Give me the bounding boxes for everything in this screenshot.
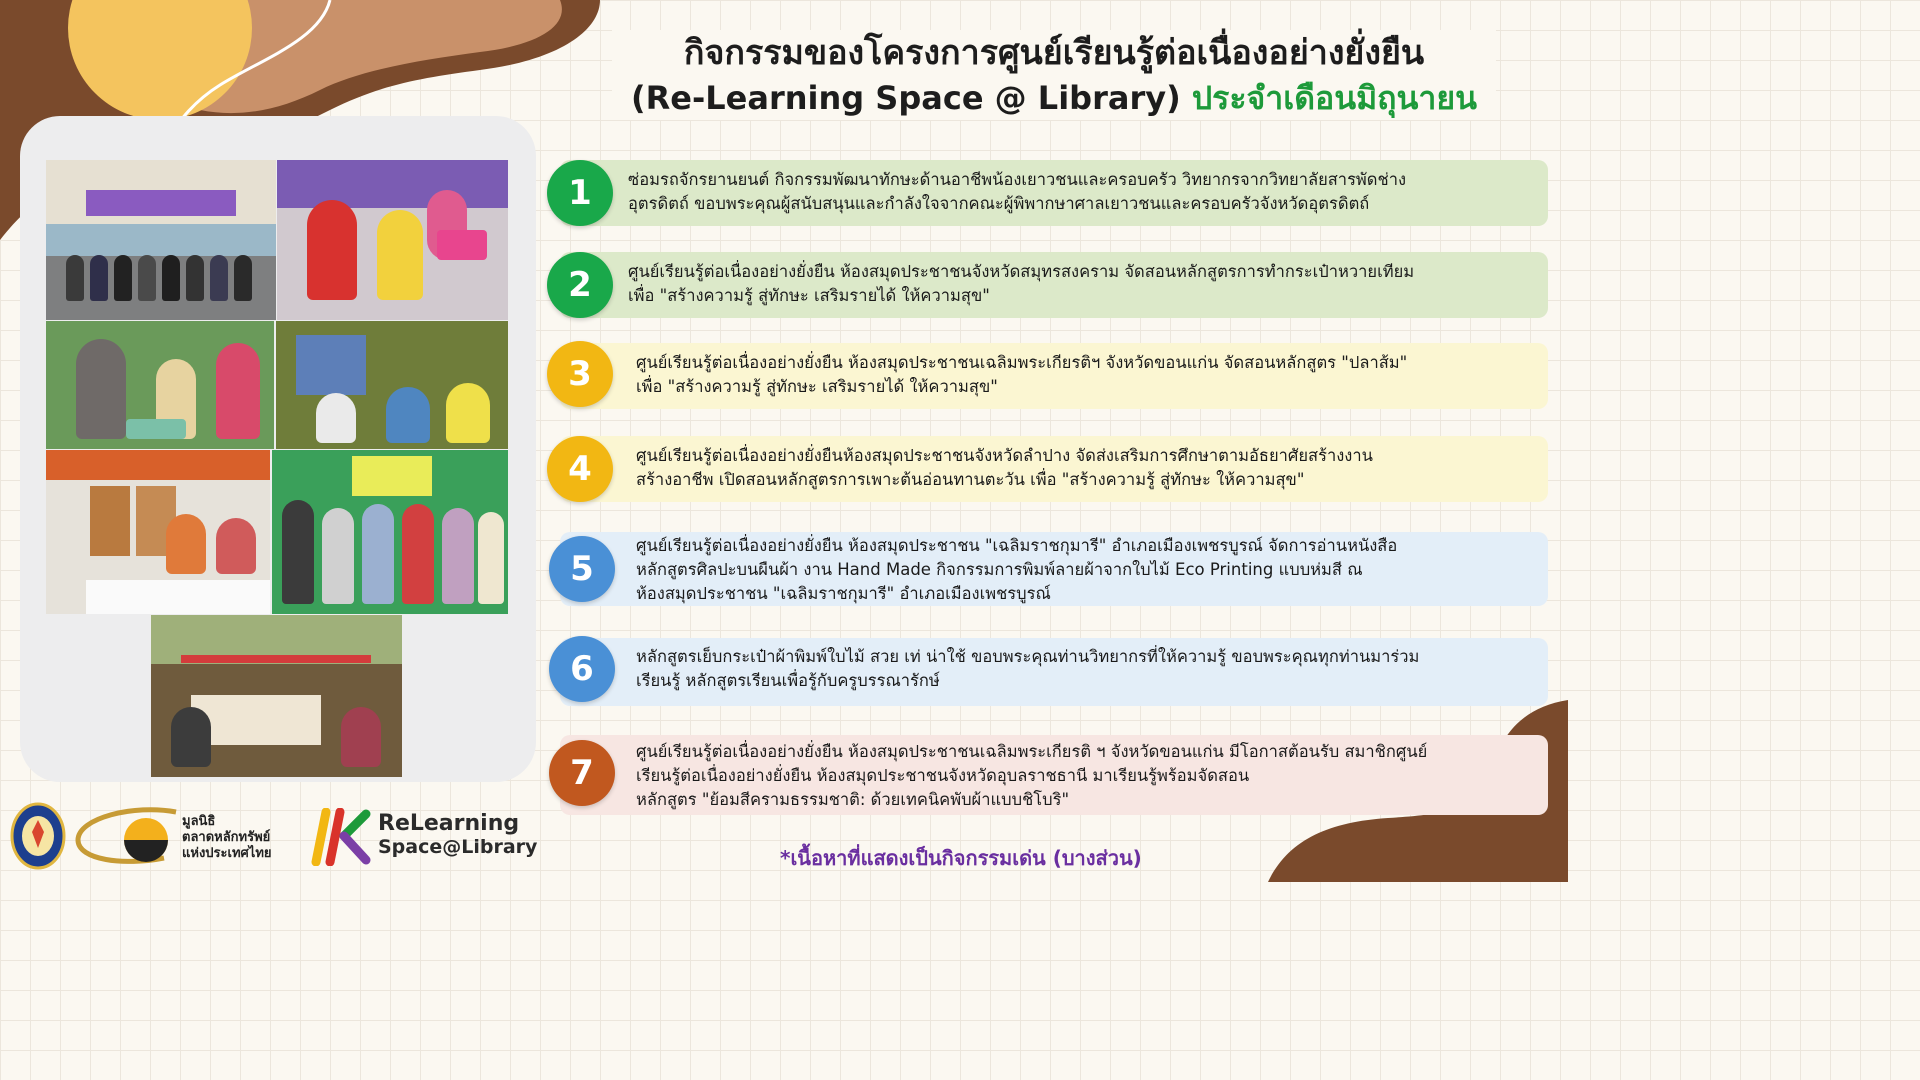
activity-description-line: ซ่อมรถจักรยานยนต์ กิจกรรมพัฒนาทักษะด้านอาชีพน้องเยาวชนและครอบครัว วิทยากรจากวิทยาลัยสารพัดช่าง <box>628 170 1407 189</box>
activity-description <box>636 444 1373 492</box>
relearning-line-1: ReLearning <box>378 811 520 836</box>
activity-description-line: ศูนย์เรียนรู้ต่อเนื่องอย่างยั่งยืน ห้องสมุดประชาชนเฉลิมพระเกียรติฯ จังหวัดขอนแก่น จัดสอนหลักสูตร "ปลาส้ม" <box>636 353 1408 372</box>
nfe-office-seal-icon <box>10 802 66 870</box>
activity-description <box>636 534 1397 606</box>
activity-description-line: เรียนรู้ต่อเนื่องอย่างยั่งยืน ห้องสมุดประชาชนจังหวัดอุบลราชธานี มาเรียนรู้พร้อมจัดสอน <box>636 766 1250 785</box>
photo-eco-printing-board <box>46 450 270 614</box>
activity-description-line: อุตรดิตถ์ ขอบพระคุณผู้สนับสนุนและกำลังใจจากคณะผู้พิพากษาศาลเยาวชนและครอบครัวจังหวัดอุตรดิตถ์ <box>628 194 1370 213</box>
activity-description <box>636 645 1419 693</box>
activity-number-badge: 6 <box>549 636 615 702</box>
foundation-name-line-2: ตลาดหลักทรัพย์ <box>182 830 271 845</box>
photo-basket-weaving <box>277 160 508 320</box>
activity-number-badge: 4 <box>547 436 613 502</box>
photo-collage-panel <box>20 116 536 782</box>
activity-number-badge: 5 <box>549 536 615 602</box>
relearning-logo-text <box>378 812 537 858</box>
activity-description <box>628 260 1414 308</box>
activity-description-line: หลักสูตรเย็บกระเป๋าผ้าพิมพ์ใบไม้ สวย เท่ น่าใช้ ขอบพระคุณท่านวิทยากรที่ให้ความรู้ ขอบพระคุณทุกท่านมาร่วม <box>636 647 1420 666</box>
activity-number-badge: 1 <box>547 160 613 226</box>
set-foundation-name <box>182 814 272 862</box>
page-title <box>612 30 1496 120</box>
activity-number-badge: 3 <box>547 341 613 407</box>
activity-description-line: สร้างอาชีพ เปิดสอนหลักสูตรการเพาะต้นอ่อนทานตะวัน เพื่อ "สร้างความรู้ สู่ทักษะ ให้ความสุข" <box>636 470 1305 489</box>
set-foundation-logo-icon <box>74 806 180 870</box>
activity-description <box>636 740 1427 812</box>
photo-leaf-print-bags-group <box>272 450 508 614</box>
footnote: *เนื้อหาที่แสดงเป็นกิจกรรมเด่น (บางส่วน) <box>780 846 1142 870</box>
activity-description <box>636 351 1407 399</box>
activity-description <box>628 168 1406 216</box>
photo-shibori-dyeing-class <box>151 615 402 777</box>
activity-description-line: หลักสูตร "ย้อมสีครามธรรมชาติ: ด้วยเทคนิคพับผ้าแบบชิโบริ" <box>636 790 1070 809</box>
photo-sunflower-sprouts-class <box>276 321 508 449</box>
title-line-2 <box>612 76 1496 120</box>
activity-description-line: ศูนย์เรียนรู้ต่อเนื่องอย่างยั่งยืน ห้องสมุดประชาชน "เฉลิมราชกุมารี" อำเภอเมืองเพชรบูรณ์ จัดการอ่านหนังสือ <box>636 536 1398 555</box>
relearning-line-2: Space@Library <box>378 836 538 858</box>
relearning-logo-icon <box>310 808 374 866</box>
activity-description-line: ศูนย์เรียนรู้ต่อเนื่องอย่างยั่งยืน ห้องสมุดประชาชนเฉลิมพระเกียรติ ฯ จังหวัดขอนแก่น มีโอกาสต้อนรับ สมาชิกศูนย์ <box>636 742 1428 761</box>
photo-fermented-fish-class <box>46 321 274 449</box>
title-month: ประจำเดือนมิถุนายน <box>1191 79 1477 117</box>
activity-description-line: เพื่อ "สร้างความรู้ สู่ทักษะ เสริมรายได้ ให้ความสุข" <box>636 377 998 396</box>
activity-description-line: ศูนย์เรียนรู้ต่อเนื่องอย่างยั่งยืน ห้องสมุดประชาชนจังหวัดสมุทรสงคราม จัดสอนหลักสูตรการทำกระเป๋าหวายเทียม <box>628 262 1415 281</box>
sponsor-logos <box>10 800 540 878</box>
activity-description-line: ศูนย์เรียนรู้ต่อเนื่องอย่างยั่งยืนห้องสมุดประชาชนจังหวัดลำปาง จัดส่งเสริมการศึกษาตามอัธยาศัยสร้างงาน <box>636 446 1373 465</box>
title-program-name: (Re-Learning Space @ Library) <box>631 79 1181 117</box>
photo-motorcycle-repair-group <box>46 160 276 320</box>
foundation-name-line-1: มูลนิธิ <box>182 814 216 829</box>
activity-description-line: เรียนรู้ หลักสูตรเรียนเพื่อรู้กับครูบรรณารักษ์ <box>636 671 940 690</box>
activity-description-line: เพื่อ "สร้างความรู้ สู่ทักษะ เสริมรายได้ ให้ความสุข" <box>628 286 990 305</box>
activity-number-badge: 2 <box>547 252 613 318</box>
title-line-1: กิจกรรมของโครงการศูนย์เรียนรู้ต่อเนื่องอย่างยั่งยืน <box>683 33 1425 73</box>
activity-description-line: หลักสูตรศิลปะบนผืนผ้า งาน Hand Made กิจกรรมการพิมพ์ลายผ้าจากใบไม้ Eco Printing แบบห่มสี ณ <box>636 560 1363 579</box>
activity-number-badge: 7 <box>549 740 615 806</box>
activity-description-line: ห้องสมุดประชาชน "เฉลิมราชกุมารี" อำเภอเมืองเพชรบูรณ์ <box>636 584 1051 603</box>
foundation-name-line-3: แห่งประเทศไทย <box>182 846 272 861</box>
